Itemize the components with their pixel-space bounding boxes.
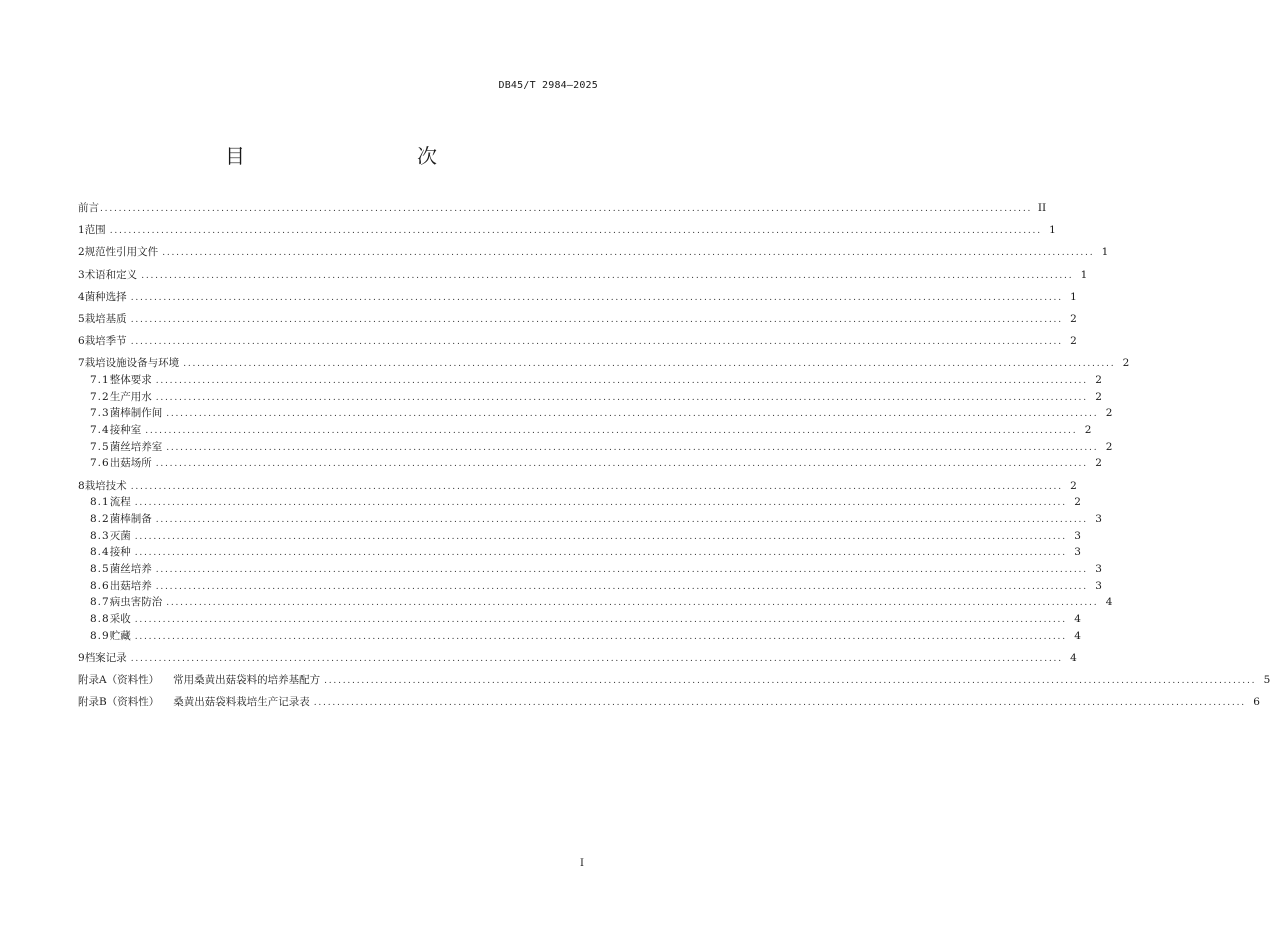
page-title: 目 次: [225, 144, 481, 168]
toc-leader-dots: ........................................................................................................................................................................................................: [109, 226, 1042, 237]
toc-entry[interactable]: [78, 422, 1092, 439]
toc-entry-number: 附录B（资料性）: [78, 696, 160, 709]
toc-entry-title: 范围: [84, 224, 106, 237]
toc-entry[interactable]: [78, 694, 1260, 711]
toc-entry-number: 7.5: [90, 440, 110, 453]
toc-entry-number: 7.1: [90, 374, 110, 386]
toc-entry[interactable]: [78, 267, 1088, 284]
toc-entry-number: 7.3: [90, 407, 110, 420]
toc-entry-title: 接种: [109, 546, 131, 559]
toc-entry-number: 8.1: [90, 496, 110, 509]
toc-leader-dots: ........................................................................................................................................................................................................: [324, 676, 1257, 687]
toc-entry[interactable]: [78, 494, 1081, 511]
toc-entry-number: 8.9: [90, 629, 110, 642]
toc-entry[interactable]: [78, 578, 1102, 595]
toc-leader-dots: ........................................................................................................................................................................................................: [130, 314, 1063, 325]
toc-entry-number: 2: [78, 246, 85, 259]
toc-leader-dots: ........................................................................................................................................................................................................: [141, 270, 1074, 281]
toc-leader-dots: ........................................................................................................................................................................................................: [130, 337, 1063, 348]
toc-entry-page: 3: [1095, 563, 1102, 576]
toc-entry-number: 3: [78, 268, 85, 281]
toc-entry-title: 整体要求: [109, 374, 152, 386]
toc-entry-number: 4: [78, 290, 85, 303]
toc-entry[interactable]: [78, 611, 1081, 628]
toc-entry-title: 栽培季节: [84, 335, 127, 348]
toc-entry[interactable]: [78, 405, 1113, 422]
toc-entry-number: 8.8: [90, 613, 110, 626]
toc-leader-dots: ........................................................................................................................................................................................................: [130, 481, 1063, 492]
toc-entry-page: 2: [1095, 457, 1102, 470]
toc-entry-page: 2: [1070, 335, 1077, 348]
toc-entry-number: 8.7: [90, 596, 110, 609]
toc-entry-title: 桑黄出菇袋料栽培生产记录表: [173, 696, 310, 709]
toc-entry-number: 7.4: [90, 424, 110, 437]
toc-entry-page: 2: [1095, 374, 1102, 386]
toc-leader-dots: ........................................................................................................................................................................................................: [183, 359, 1116, 370]
toc-entry[interactable]: [78, 311, 1077, 328]
toc-entry-title: 档案记录: [84, 652, 127, 664]
toc-entry[interactable]: [78, 439, 1113, 456]
toc-entry-title: 菌棒制备: [109, 513, 152, 525]
toc-entry-page: 3: [1095, 513, 1102, 525]
toc-entry-page: 2: [1105, 407, 1113, 420]
toc-entry-number: 1: [78, 224, 85, 237]
toc-entry-page: 1: [1070, 290, 1077, 303]
toc-entry-title: 出菇培养: [109, 579, 152, 592]
toc-entry-title: 菌种选择: [84, 290, 127, 303]
toc-entry-page: 3: [1074, 529, 1081, 542]
toc-entry-number: 8: [78, 479, 85, 492]
toc-entry-page: 1: [1101, 246, 1109, 259]
toc-entry-title: 术语和定义: [84, 268, 138, 281]
table-of-contents: [78, 200, 1270, 711]
toc-entry[interactable]: [78, 511, 1102, 528]
toc-entry-title: 病虫害防治: [109, 596, 163, 609]
toc-entry[interactable]: [78, 289, 1077, 306]
toc-entry-number: 7: [78, 357, 85, 370]
toc-entry-title: 菌丝培养: [109, 563, 152, 576]
toc-entry[interactable]: [78, 372, 1102, 389]
toc-entry-page: 3: [1095, 579, 1102, 592]
toc-entry-title: 栽培技术: [84, 479, 127, 492]
toc-entry-title: 接种室: [109, 424, 142, 437]
toc-entry-page: 2: [1095, 390, 1102, 403]
toc-entry-number: 6: [78, 335, 85, 348]
toc-entry-page: 5: [1263, 674, 1270, 687]
toc-entry-title: 菌丝培养室: [109, 440, 163, 453]
toc-leader-dots: ........................................................................................................................................................................................................: [155, 459, 1088, 470]
standard-code: DB45/T 2984—2025: [498, 80, 598, 91]
toc-entry-title: 栽培基质: [84, 312, 127, 325]
toc-entry-title: 流程: [109, 496, 131, 509]
toc-entry-page: 4: [1074, 629, 1081, 642]
toc-entry-number: 7.6: [90, 457, 110, 470]
toc-leader-dots: ........................................................................................................................................................................................................: [155, 392, 1088, 403]
toc-entry-page: 2: [1122, 357, 1130, 370]
toc-entry[interactable]: [78, 594, 1113, 611]
toc-entry-number: 附录A（资料性）: [78, 674, 160, 687]
toc-leader-dots: ........................................................................................................................................................................................................: [134, 631, 1067, 642]
toc-entry-page: 2: [1070, 312, 1077, 325]
toc-entry-title: 采收: [109, 613, 131, 626]
toc-leader-dots: ........................................................................................................................................................................................................: [130, 292, 1063, 303]
page-number: I: [580, 858, 584, 869]
toc-leader-dots: ........................................................................................................................................................................................................: [155, 581, 1088, 592]
toc-entry-number: 8.3: [90, 529, 110, 542]
toc-entry[interactable]: [78, 672, 1270, 689]
toc-entry-number: 8.2: [90, 513, 110, 525]
toc-entry-page: 3: [1074, 546, 1081, 559]
toc-leader-dots: ........................................................................................................................................................................................................: [134, 498, 1067, 509]
toc-entry[interactable]: [78, 544, 1081, 561]
toc-entry-title: 常用桑黄出菇袋料的培养基配方: [173, 674, 321, 687]
toc-entry-page: II: [1037, 202, 1047, 214]
toc-leader-dots: ........................................................................................................................................................................................................: [134, 615, 1067, 626]
toc-entry-page: 6: [1253, 696, 1260, 709]
toc-entry[interactable]: [78, 244, 1109, 261]
toc-entry-title: 贮藏: [109, 629, 131, 642]
toc-leader-dots: ........................................................................................................................................................................................................: [155, 565, 1088, 576]
toc-entry-number: 前言: [78, 202, 99, 214]
toc-entry[interactable]: [78, 200, 1047, 217]
toc-entry[interactable]: [78, 561, 1102, 578]
toc-entry[interactable]: [78, 628, 1081, 645]
toc-entry-page: 2: [1084, 424, 1092, 437]
toc-entry-page: 2: [1105, 440, 1113, 453]
toc-entry-page: 4: [1070, 652, 1077, 664]
toc-entry[interactable]: [78, 389, 1102, 406]
toc-entry-title: 栽培设施设备与环境: [84, 357, 180, 370]
toc-entry[interactable]: [78, 333, 1077, 350]
toc-entry[interactable]: [78, 650, 1077, 667]
toc-entry-page: 4: [1105, 596, 1113, 609]
toc-entry-title: 规范性引用文件: [84, 246, 159, 259]
toc-leader-dots: ........................................................................................................................................................................................................: [145, 426, 1078, 437]
toc-entry-number: 7.2: [90, 390, 110, 403]
toc-leader-dots: ........................................................................................................................................................................................................: [162, 248, 1095, 259]
toc-leader-dots: ........................................................................................................................................................................................................: [155, 515, 1088, 525]
toc-leader-dots: ........................................................................................................................................................................................................: [100, 204, 1033, 214]
toc-entry-number: 9: [78, 652, 85, 664]
toc-entry-title: 菌棒制作间: [109, 407, 163, 420]
toc-leader-dots: ........................................................................................................................................................................................................: [130, 654, 1063, 664]
toc-entry-number: 8.4: [90, 546, 110, 559]
toc-entry-title: 灭菌: [109, 529, 131, 542]
toc-entry-page: 2: [1074, 496, 1081, 509]
toc-entry-number: 5: [78, 312, 85, 325]
toc-entry-page: 1: [1049, 224, 1056, 237]
toc-entry[interactable]: [78, 355, 1130, 372]
toc-entry-title: 出菇场所: [109, 457, 152, 470]
toc-entry[interactable]: [78, 455, 1102, 472]
toc-entry-page: 2: [1070, 479, 1077, 492]
toc-entry[interactable]: [78, 222, 1056, 239]
toc-entry[interactable]: [78, 528, 1081, 545]
toc-leader-dots: ........................................................................................................................................................................................................: [313, 698, 1246, 709]
toc-leader-dots: ........................................................................................................................................................................................................: [166, 442, 1099, 453]
toc-entry-page: 4: [1074, 613, 1081, 626]
toc-entry-number: 8.6: [90, 579, 110, 592]
toc-entry[interactable]: [78, 478, 1077, 495]
toc-leader-dots: ........................................................................................................................................................................................................: [155, 376, 1088, 386]
toc-entry-title: 生产用水: [109, 390, 152, 403]
toc-entry-page: 1: [1080, 268, 1088, 281]
toc-leader-dots: ........................................................................................................................................................................................................: [166, 409, 1099, 420]
toc-leader-dots: ........................................................................................................................................................................................................: [166, 598, 1099, 609]
toc-entry-number: 8.5: [90, 563, 110, 576]
toc-leader-dots: ........................................................................................................................................................................................................: [134, 531, 1067, 542]
toc-leader-dots: ........................................................................................................................................................................................................: [134, 548, 1067, 559]
